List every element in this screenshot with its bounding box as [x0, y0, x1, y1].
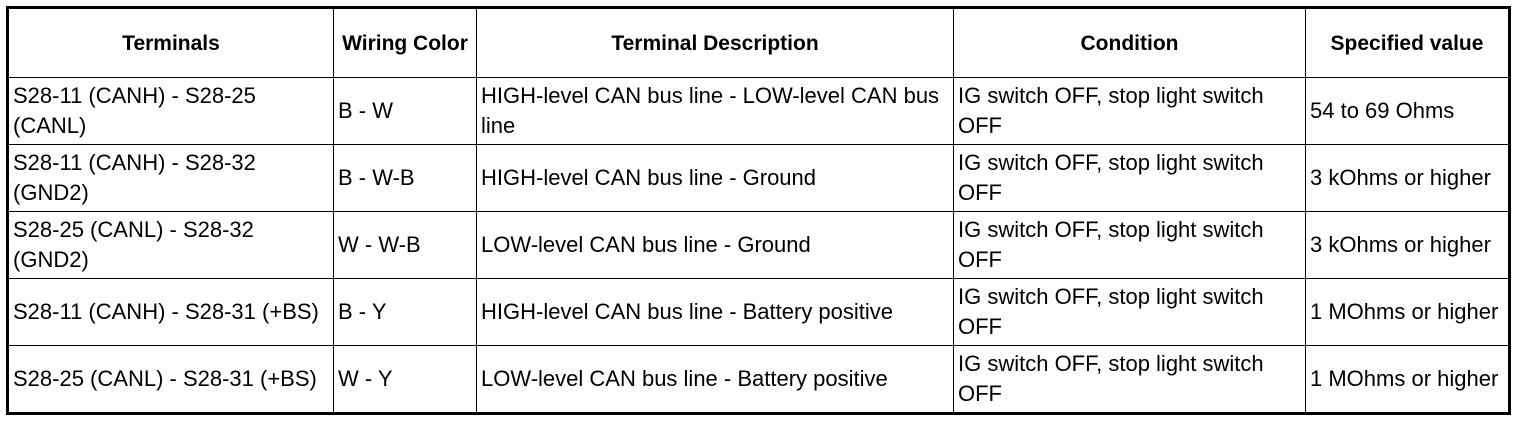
cell-terminal-description: HIGH-level CAN bus line - LOW-level CAN bus line [477, 78, 954, 145]
cell-terminals: S28-11 (CANH) - S28-32 (GND2) [8, 145, 334, 212]
cell-terminals: S28-11 (CANH) - S28-25 (CANL) [8, 78, 334, 145]
cell-specified-value: 54 to 69 Ohms [1306, 78, 1510, 145]
cell-specified-value: 3 kOhms or higher [1306, 145, 1510, 212]
cell-wiring-color: B - Y [334, 279, 477, 346]
table-row [8, 346, 1510, 414]
cell-condition: IG switch OFF, stop light switch OFF [954, 346, 1306, 414]
cell-specified-value: 1 MOhms or higher [1306, 279, 1510, 346]
header-terminal-description: Terminal Description [477, 8, 954, 78]
cell-specified-value: 3 kOhms or higher [1306, 212, 1510, 279]
header-wiring-color: Wiring Color [334, 8, 477, 78]
header-condition: Condition [954, 8, 1306, 78]
cell-condition: IG switch OFF, stop light switch OFF [954, 78, 1306, 145]
cell-condition: IG switch OFF, stop light switch OFF [954, 279, 1306, 346]
table-header-row [8, 8, 1510, 78]
cell-terminal-description: LOW-level CAN bus line - Ground [477, 212, 954, 279]
table-row [8, 145, 1510, 212]
table-row [8, 78, 1510, 145]
cell-terminals: S28-11 (CANH) - S28-31 (+BS) [8, 279, 334, 346]
cell-wiring-color: B - W [334, 78, 477, 145]
table-row [8, 212, 1510, 279]
header-specified-value: Specified value [1306, 8, 1510, 78]
cell-condition: IG switch OFF, stop light switch OFF [954, 212, 1306, 279]
cell-specified-value: 1 MOhms or higher [1306, 346, 1510, 414]
cell-wiring-color: B - W-B [334, 145, 477, 212]
cell-condition: IG switch OFF, stop light switch OFF [954, 145, 1306, 212]
cell-wiring-color: W - Y [334, 346, 477, 414]
cell-terminals: S28-25 (CANL) - S28-32 (GND2) [8, 212, 334, 279]
resistance-spec-table-wrapper [6, 6, 1508, 415]
cell-wiring-color: W - W-B [334, 212, 477, 279]
cell-terminals: S28-25 (CANL) - S28-31 (+BS) [8, 346, 334, 414]
table-row [8, 279, 1510, 346]
cell-terminal-description: LOW-level CAN bus line - Battery positive [477, 346, 954, 414]
header-terminals: Terminals [8, 8, 334, 78]
resistance-spec-table [6, 6, 1511, 415]
cell-terminal-description: HIGH-level CAN bus line - Ground [477, 145, 954, 212]
cell-terminal-description: HIGH-level CAN bus line - Battery positive [477, 279, 954, 346]
